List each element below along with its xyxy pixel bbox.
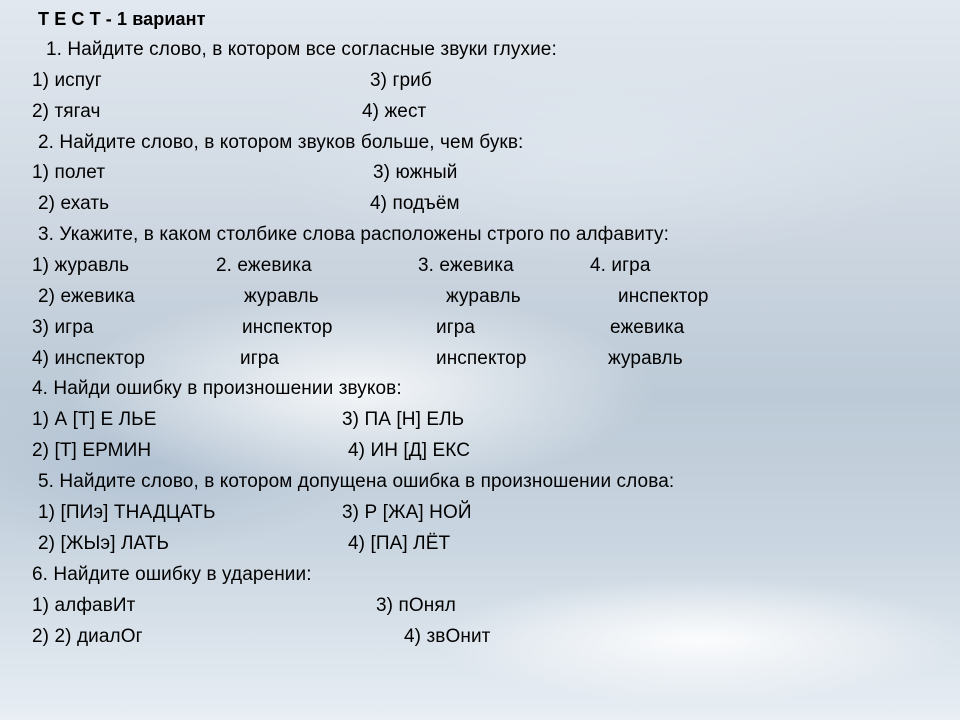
q1-option-2: 2) тягач <box>32 101 101 122</box>
q3-row-4-col-2: игра <box>240 348 280 369</box>
q6-option-2: 2) 2) диалОг <box>32 626 143 647</box>
q2-option-3: 3) южный <box>373 162 458 183</box>
q3-question: 3. Укажите, в каком столбике слова расположены строго по алфавиту: <box>38 224 669 245</box>
q4-option-1: 1) А [Т] Е ЛЬЕ <box>32 409 157 430</box>
q3-row-3-col-2: инспектор <box>242 317 333 338</box>
q5-option-4: 4) [ПА] ЛЁТ <box>348 533 451 554</box>
q3-row-1-col-2: 2. ежевика <box>216 255 312 276</box>
q2-option-2: 2) ехать <box>38 193 110 214</box>
q3-row-4-col-4: журавль <box>608 348 683 369</box>
q4-option-3: 3) ПА [Н] ЕЛЬ <box>342 409 465 430</box>
q6-option-4: 4) звОнит <box>404 626 491 647</box>
q3-row-2-col-2: журавль <box>244 286 319 307</box>
q5-option-1: 1) [ПИэ] ТНАДЦАТЬ <box>38 502 216 523</box>
q3-row-4-col-1: 4) инспектор <box>32 348 145 369</box>
q1-option-3: 3) гриб <box>370 70 432 91</box>
q5-option-2: 2) [ЖЫэ] ЛАТЬ <box>38 533 170 554</box>
q3-row-2-col-1: 2) ежевика <box>38 286 135 307</box>
page-title: Т Е С Т - 1 вариант <box>38 9 206 29</box>
q6-question: 6. Найдите ошибку в ударении: <box>32 564 312 585</box>
q3-row-1-col-3: 3. ежевика <box>418 255 514 276</box>
q2-question: 2. Найдите слово, в котором звуков больше, чем букв: <box>38 132 524 153</box>
q3-row-2-col-3: журавль <box>446 286 521 307</box>
q3-row-1-col-4: 4. игра <box>590 255 651 276</box>
q1-option-1: 1) испуг <box>32 70 102 91</box>
q2-option-4: 4) подъём <box>370 193 460 214</box>
q3-row-3-col-1: 3) игра <box>32 317 94 338</box>
q2-option-1: 1) полет <box>32 162 106 183</box>
q4-option-4: 4) ИН [Д] ЕКС <box>348 440 471 461</box>
q1-question: 1. Найдите слово, в котором все согласные звуки глухие: <box>46 39 557 60</box>
q1-option-4: 4) жест <box>362 101 427 122</box>
q5-question: 5. Найдите слово, в котором допущена ошибка в произношении слова: <box>38 471 675 492</box>
q3-row-1-col-1: 1) журавль <box>32 255 130 276</box>
q4-option-2: 2) [Т] ЕРМИН <box>32 440 152 461</box>
q5-option-3: 3) Р [ЖА] НОЙ <box>342 502 472 523</box>
q6-option-3: 3) пОнял <box>376 595 456 616</box>
q4-question: 4. Найди ошибку в произношении звуков: <box>32 378 402 399</box>
q3-row-2-col-4: инспектор <box>618 286 709 307</box>
q6-option-1: 1) алфавИт <box>32 595 136 616</box>
q3-row-3-col-3: игра <box>436 317 476 338</box>
q3-row-4-col-3: инспектор <box>436 348 527 369</box>
q3-row-3-col-4: ежевика <box>610 317 685 338</box>
